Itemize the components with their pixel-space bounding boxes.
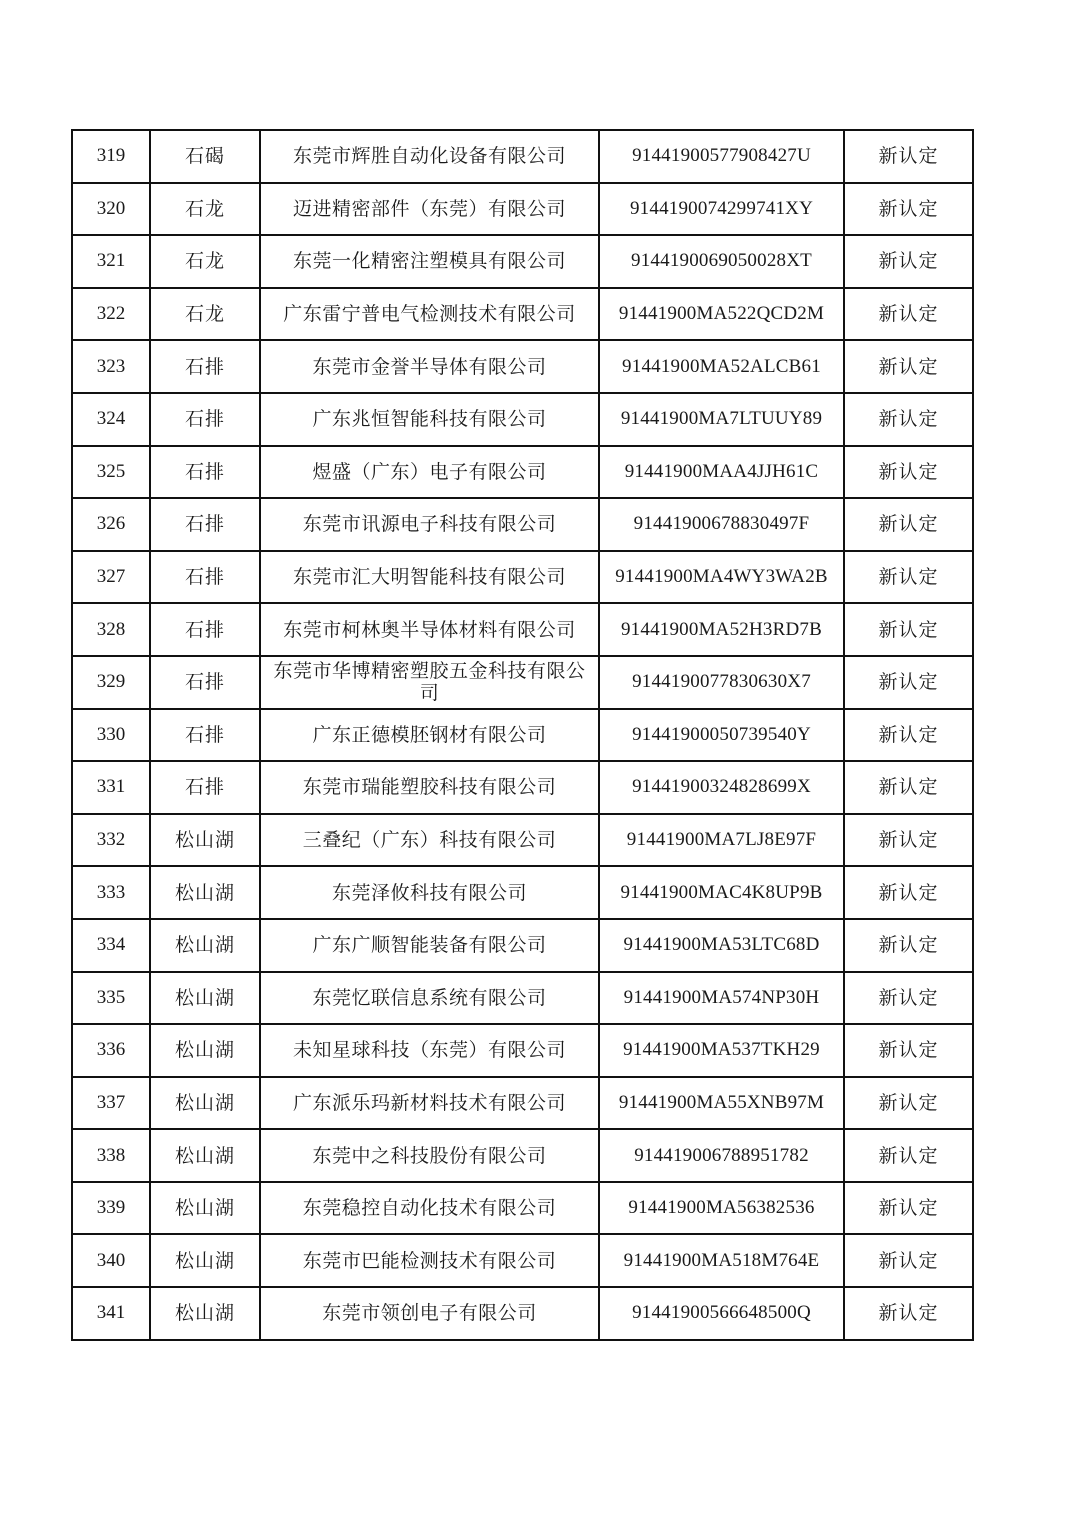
row-number: 339 [72,1182,150,1235]
company-name-cell: 广东正德模胚钢材有限公司 [260,709,599,762]
status-cell: 新认定 [844,183,973,236]
town-cell: 石龙 [150,288,260,341]
town-cell: 石排 [150,498,260,551]
credit-code-cell: 91441900577908427U [599,130,844,183]
table-row [72,1024,973,1077]
town-cell: 石排 [150,446,260,499]
status-cell: 新认定 [844,130,973,183]
company-name-cell: 东莞忆联信息系统有限公司 [260,972,599,1025]
status-cell: 新认定 [844,235,973,288]
credit-code-cell: 91441900050739540Y [599,709,844,762]
row-number: 329 [72,656,150,709]
table-row [72,1182,973,1235]
table-row [72,1129,973,1182]
town-cell: 松山湖 [150,972,260,1025]
town-cell: 石排 [150,656,260,709]
row-number: 331 [72,761,150,814]
company-name-cell: 广东雷宁普电气检测技术有限公司 [260,288,599,341]
credit-code-cell: 91441900MA55XNB97M [599,1077,844,1130]
status-cell: 新认定 [844,446,973,499]
town-cell: 石龙 [150,183,260,236]
credit-code-cell: 91441900MA4WY3WA2B [599,551,844,604]
status-cell: 新认定 [844,919,973,972]
town-cell: 松山湖 [150,919,260,972]
row-number: 341 [72,1287,150,1340]
enterprise-table [71,129,974,1341]
row-number: 322 [72,288,150,341]
row-number: 319 [72,130,150,183]
status-cell: 新认定 [844,603,973,656]
company-name-cell: 未知星球科技（东莞）有限公司 [260,1024,599,1077]
row-number: 325 [72,446,150,499]
row-number: 334 [72,919,150,972]
company-name-cell: 东莞市华博精密塑胶五金科技有限公司 [260,656,599,709]
status-cell: 新认定 [844,498,973,551]
table-row [72,866,973,919]
credit-code-cell: 91441900MA574NP30H [599,972,844,1025]
town-cell: 石排 [150,761,260,814]
credit-code-cell: 91441900MA537TKH29 [599,1024,844,1077]
table-row [72,235,973,288]
table-row [72,498,973,551]
company-name-cell: 三叠纪（广东）科技有限公司 [260,814,599,867]
table-row [72,814,973,867]
table-row [72,288,973,341]
credit-code-cell: 91441900MA56382536 [599,1182,844,1235]
credit-code-cell: 91441900MAA4JJH61C [599,446,844,499]
credit-code-cell: 91441900MA522QCD2M [599,288,844,341]
company-name-cell: 东莞一化精密注塑模具有限公司 [260,235,599,288]
row-number: 338 [72,1129,150,1182]
status-cell: 新认定 [844,866,973,919]
table-row [72,603,973,656]
table-row [72,130,973,183]
credit-code-cell: 91441900678830497F [599,498,844,551]
credit-code-cell: 91441900MA52ALCB61 [599,340,844,393]
table-row [72,972,973,1025]
company-name-cell: 东莞稳控自动化技术有限公司 [260,1182,599,1235]
table-row [72,551,973,604]
town-cell: 石龙 [150,235,260,288]
company-name-cell: 广东派乐玛新材料技术有限公司 [260,1077,599,1130]
status-cell: 新认定 [844,709,973,762]
credit-code-cell: 9144190077830630X7 [599,656,844,709]
enterprise-table-body [72,130,973,1340]
status-cell: 新认定 [844,972,973,1025]
company-name-cell: 东莞市巴能检测技术有限公司 [260,1234,599,1287]
credit-code-cell: 91441900MA53LTC68D [599,919,844,972]
credit-code-cell: 91441900MA518M764E [599,1234,844,1287]
row-number: 321 [72,235,150,288]
status-cell: 新认定 [844,1024,973,1077]
credit-code-cell: 91441900566648500Q [599,1287,844,1340]
row-number: 337 [72,1077,150,1130]
town-cell: 松山湖 [150,814,260,867]
credit-code-cell: 91441900MA52H3RD7B [599,603,844,656]
company-name-cell: 东莞市金誉半导体有限公司 [260,340,599,393]
town-cell: 石排 [150,551,260,604]
company-name-cell: 广东兆恒智能科技有限公司 [260,393,599,446]
status-cell: 新认定 [844,288,973,341]
row-number: 327 [72,551,150,604]
status-cell: 新认定 [844,340,973,393]
table-row [72,656,973,709]
table-row [72,709,973,762]
credit-code-cell: 914419006788951782 [599,1129,844,1182]
table-row [72,340,973,393]
company-name-cell: 东莞中之科技股份有限公司 [260,1129,599,1182]
town-cell: 松山湖 [150,1287,260,1340]
town-cell: 石排 [150,709,260,762]
town-cell: 松山湖 [150,1234,260,1287]
town-cell: 松山湖 [150,1182,260,1235]
table-row [72,1077,973,1130]
row-number: 320 [72,183,150,236]
row-number: 324 [72,393,150,446]
table-row [72,393,973,446]
town-cell: 松山湖 [150,1129,260,1182]
status-cell: 新认定 [844,761,973,814]
town-cell: 石排 [150,340,260,393]
town-cell: 松山湖 [150,1024,260,1077]
credit-code-cell: 91441900MA7LTUUY89 [599,393,844,446]
credit-code-cell: 91441900MA7LJ8E97F [599,814,844,867]
status-cell: 新认定 [844,1234,973,1287]
status-cell: 新认定 [844,551,973,604]
status-cell: 新认定 [844,814,973,867]
status-cell: 新认定 [844,1287,973,1340]
company-name-cell: 煜盛（广东）电子有限公司 [260,446,599,499]
company-name-cell: 广东广顺智能装备有限公司 [260,919,599,972]
credit-code-cell: 91441900MAC4K8UP9B [599,866,844,919]
company-name-cell: 东莞市瑞能塑胶科技有限公司 [260,761,599,814]
town-cell: 石碣 [150,130,260,183]
table-row [72,183,973,236]
row-number: 336 [72,1024,150,1077]
credit-code-cell: 91441900324828699X [599,761,844,814]
row-number: 330 [72,709,150,762]
town-cell: 石排 [150,603,260,656]
table-row [72,446,973,499]
row-number: 335 [72,972,150,1025]
company-name-cell: 东莞市汇大明智能科技有限公司 [260,551,599,604]
company-name-cell: 东莞泽攸科技有限公司 [260,866,599,919]
row-number: 332 [72,814,150,867]
row-number: 333 [72,866,150,919]
table-row [72,1234,973,1287]
row-number: 328 [72,603,150,656]
row-number: 323 [72,340,150,393]
table-row [72,1287,973,1340]
credit-code-cell: 9144190069050028XT [599,235,844,288]
status-cell: 新认定 [844,1182,973,1235]
row-number: 340 [72,1234,150,1287]
row-number: 326 [72,498,150,551]
company-name-cell: 东莞市柯林奥半导体材料有限公司 [260,603,599,656]
status-cell: 新认定 [844,1077,973,1130]
company-name-cell: 迈进精密部件（东莞）有限公司 [260,183,599,236]
town-cell: 松山湖 [150,1077,260,1130]
town-cell: 石排 [150,393,260,446]
status-cell: 新认定 [844,656,973,709]
company-name-cell: 东莞市辉胜自动化设备有限公司 [260,130,599,183]
status-cell: 新认定 [844,1129,973,1182]
town-cell: 松山湖 [150,866,260,919]
table-row [72,761,973,814]
table-row [72,919,973,972]
credit-code-cell: 9144190074299741XY [599,183,844,236]
company-name-cell: 东莞市讯源电子科技有限公司 [260,498,599,551]
status-cell: 新认定 [844,393,973,446]
company-name-cell: 东莞市领创电子有限公司 [260,1287,599,1340]
